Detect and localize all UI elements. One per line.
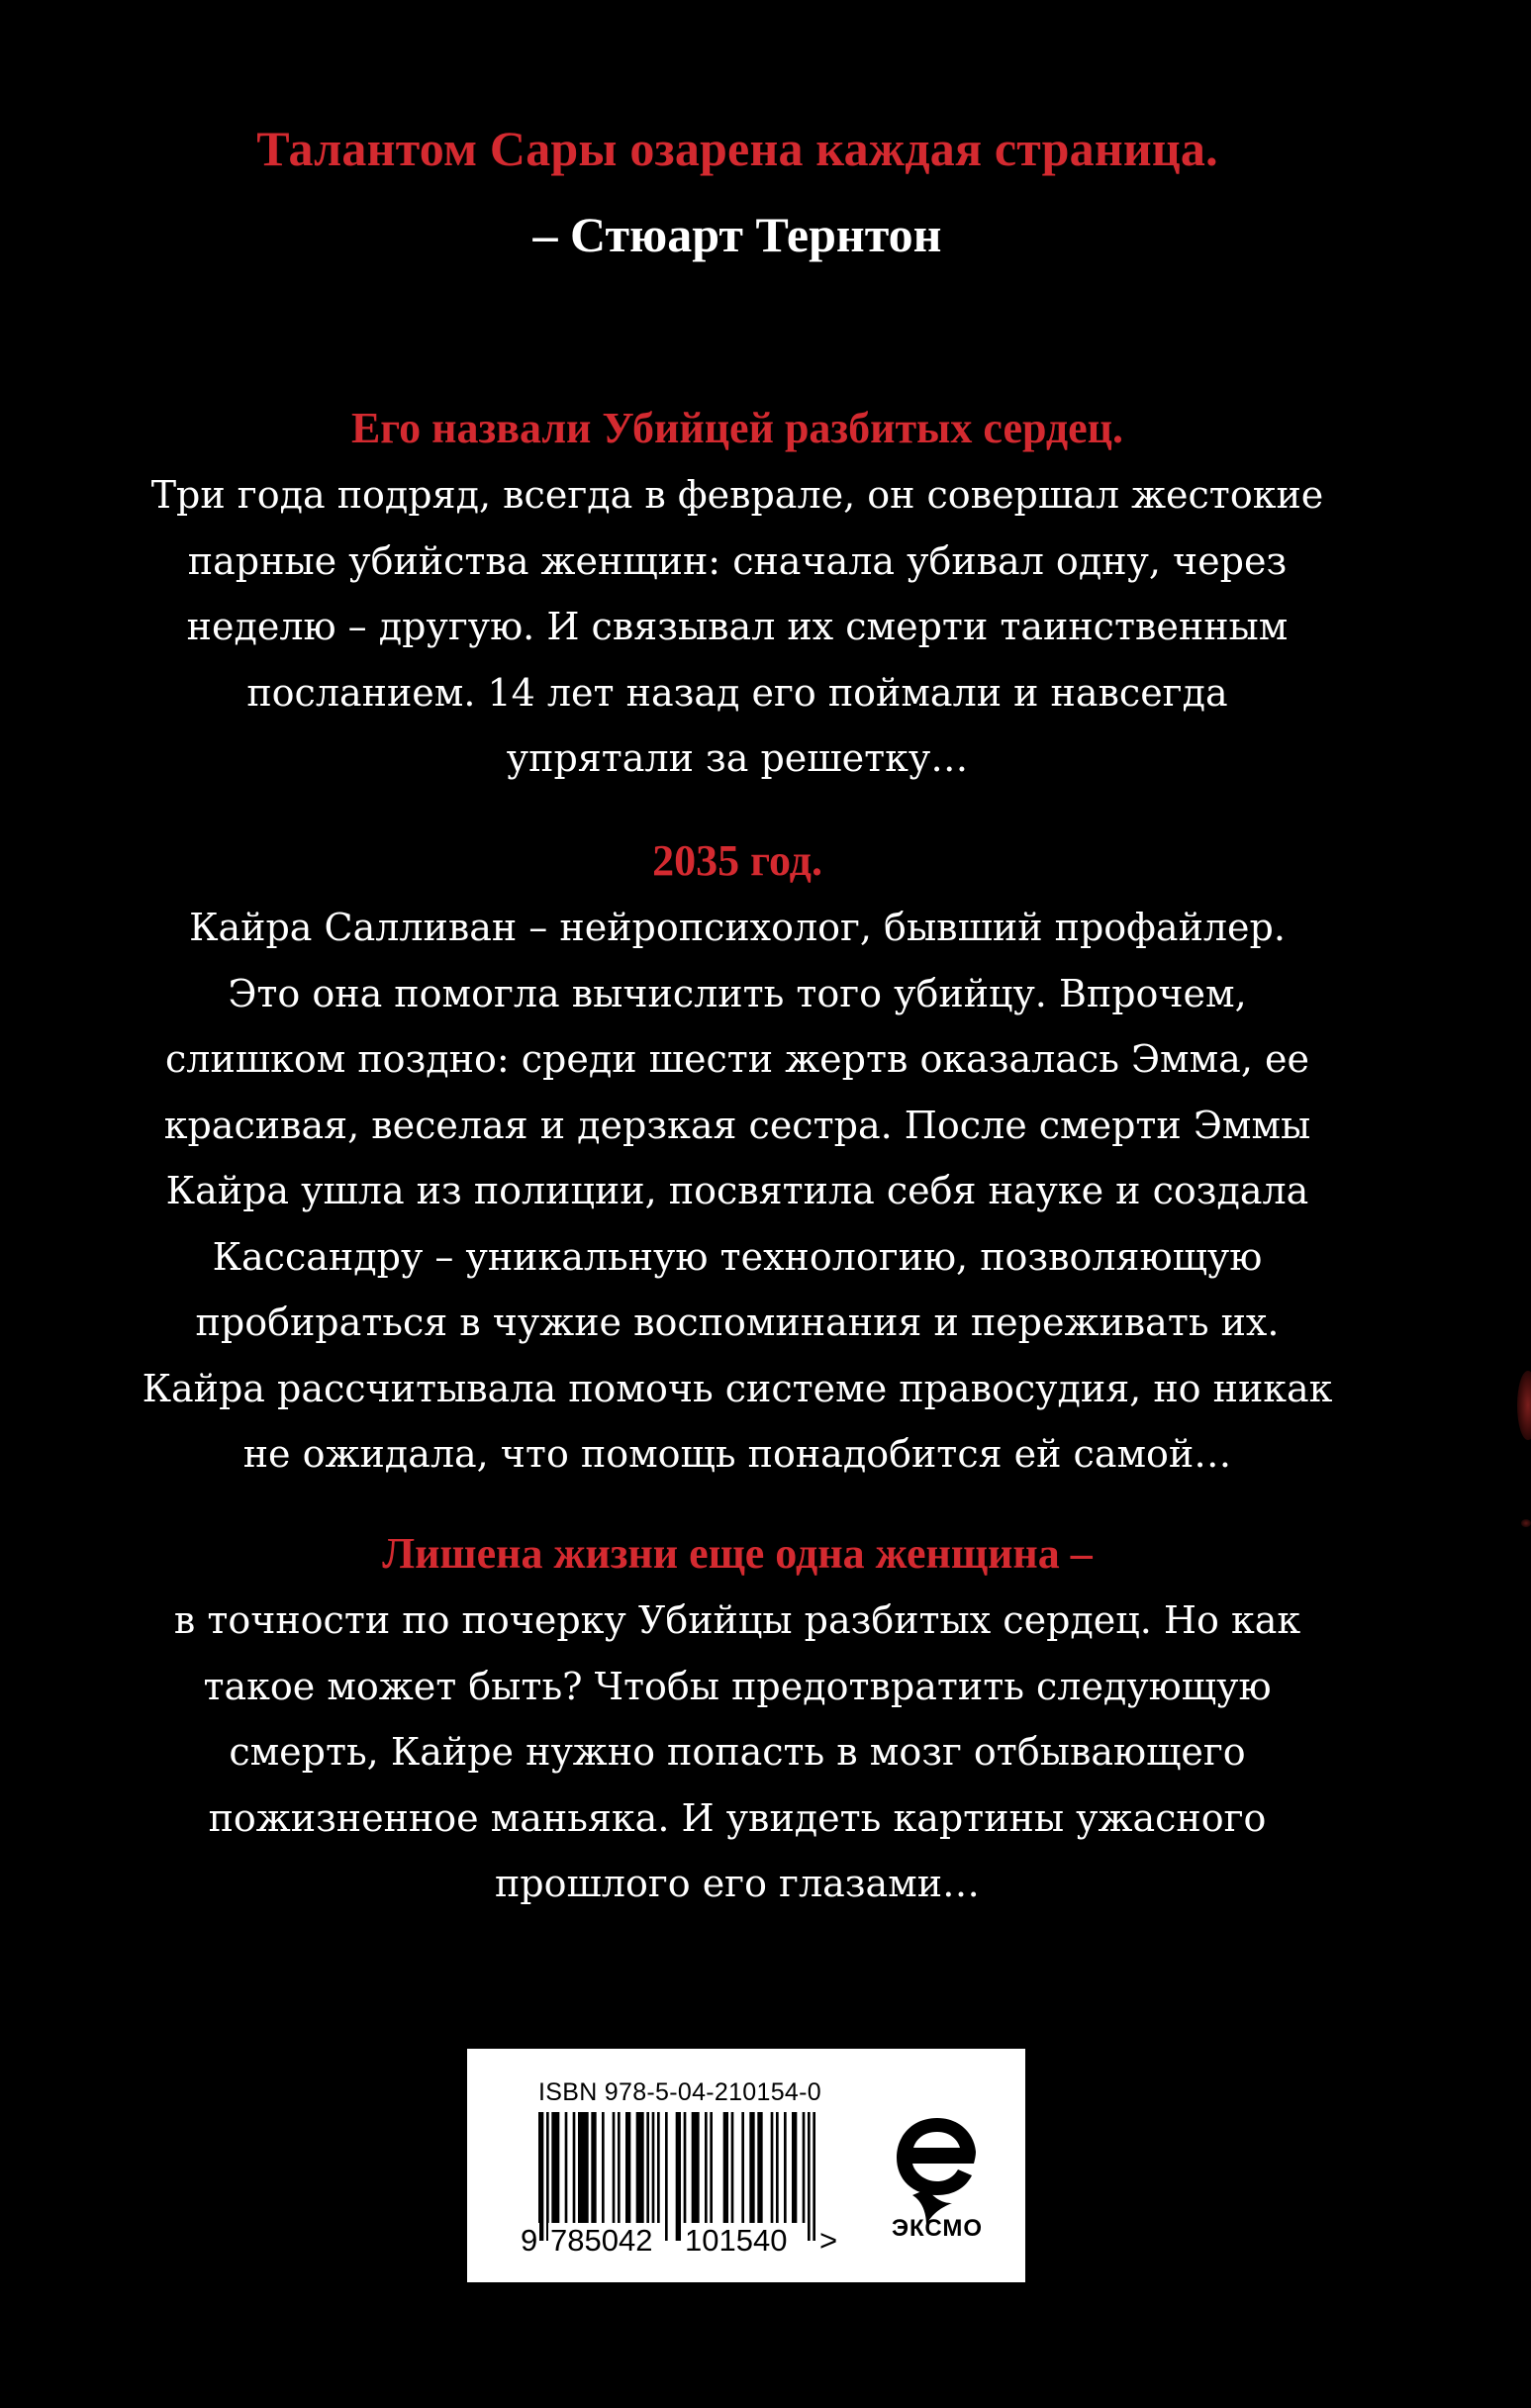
barcode-bar <box>710 2112 713 2223</box>
barcode-bar <box>613 2112 616 2223</box>
section3-heading: Лишена жизни еще одна женщина – <box>382 1529 1093 1578</box>
barcode-bar <box>665 2112 668 2241</box>
barcode-bar <box>546 2112 549 2241</box>
barcode-bar <box>591 2112 596 2223</box>
section1-paragraph <box>0 462 1475 792</box>
edge-glow-decoration <box>1517 1371 1531 1440</box>
barcode-bar <box>578 2112 589 2223</box>
barcode-bar <box>784 2112 787 2223</box>
section3-line: в точности по почерку Убийцы разбитых сердец. Но как <box>173 1598 1301 1642</box>
barcode-bar <box>646 2112 649 2223</box>
isbn-label: ISBN 978-5-04-210154-0 <box>538 2078 821 2106</box>
barcode-bar <box>676 2112 681 2241</box>
barcode-bar <box>657 2112 660 2223</box>
barcode-bar <box>636 2112 644 2223</box>
barcode-bar <box>723 2112 728 2223</box>
barcode-bar <box>573 2112 576 2223</box>
barcode-bar <box>538 2112 543 2241</box>
barcode-bar <box>771 2112 774 2223</box>
barcode-bar <box>618 2112 621 2223</box>
section3-line: прошлого его глазами… <box>494 1862 981 1905</box>
barcode-bar <box>749 2112 754 2223</box>
section1-heading: Его назвали Убийцей разбитых сердец. <box>350 404 1124 452</box>
barcode-digit-group2: 101540 <box>685 2223 788 2258</box>
barcode-bar <box>731 2112 734 2223</box>
barcode-bar <box>625 2112 630 2223</box>
barcode-bar <box>705 2112 708 2223</box>
barcode-bar <box>808 2112 811 2241</box>
barcode-bar <box>565 2112 568 2223</box>
section2-line: не ожидала, что помощь понадобится ей самой… <box>242 1432 1232 1476</box>
section3-paragraph <box>0 1588 1475 1917</box>
barcode-image <box>538 2112 815 2241</box>
publisher-logo-text: ЭКСМО <box>891 2215 984 2242</box>
section2-heading: 2035 год. <box>652 836 822 885</box>
review-author: – Стюарт Тернтон <box>532 207 942 262</box>
review-quote: Талантом Сары озарена каждая страница. <box>256 121 1218 176</box>
barcode-bar <box>776 2112 779 2223</box>
section1-line: Три года подряд, всегда в феврале, он совершал жестокие <box>150 473 1324 517</box>
barcode-digit-arrow: > <box>819 2223 838 2258</box>
barcode-bar <box>692 2112 700 2223</box>
section2-line: Это она помогла вычислить того убийцу. Впрочем, <box>228 971 1247 1015</box>
barcode-bar <box>813 2112 815 2241</box>
section1-line: парные убийства женщин: сначала убивал одну, через <box>187 538 1288 583</box>
section2-line: Кассандру – уникальную технологию, позволяющую <box>212 1234 1263 1279</box>
section1-line: упрятали за решетку… <box>506 736 969 780</box>
section1-line: неделю – другую. И связывал их смерти таинственным <box>186 605 1289 648</box>
barcode-bar <box>757 2112 762 2223</box>
section2-line: Кайра Салливан – нейропсихолог, бывший профайлер. <box>189 906 1286 949</box>
barcode-digit-group1: 785042 <box>550 2223 653 2258</box>
edge-glow-decoration-small <box>1521 1519 1531 1527</box>
section2-line: слишком поздно: среди шести жертв оказалась Эмма, ее <box>165 1037 1309 1081</box>
section2-line: пробираться в чужие воспоминания и переживать их. <box>195 1300 1280 1344</box>
section2-line: Кайра ушла из полиции, посвятила себя науке и создала <box>165 1169 1309 1212</box>
barcode-digit-first: 9 <box>521 2223 538 2258</box>
barcode-bar <box>792 2112 797 2223</box>
barcode-bar <box>652 2112 655 2223</box>
barcode-bar <box>602 2112 605 2223</box>
section3-line: пожизненное маньяка. И увидеть картины ужасного <box>208 1795 1267 1840</box>
barcode-panel <box>467 2049 1025 2282</box>
barcode-bar <box>741 2112 744 2223</box>
barcode-bar <box>684 2112 687 2223</box>
section2-line: красивая, веселая и дерзкая сестра. После смерти Эммы <box>163 1103 1311 1147</box>
section2-paragraph <box>0 895 1475 1488</box>
section3-line: такое может быть? Чтобы предотвратить следующую <box>203 1664 1272 1708</box>
barcode-bar <box>803 2112 806 2223</box>
section1-line: посланием. 14 лет назад его поймали и навсегда <box>246 670 1228 715</box>
section2-line: Кайра рассчитывала помочь системе правосудия, но никак <box>142 1366 1333 1410</box>
section3-line: смерть, Кайре нужно попасть в мозг отбывающего <box>229 1730 1246 1774</box>
barcode-bar <box>551 2112 559 2223</box>
